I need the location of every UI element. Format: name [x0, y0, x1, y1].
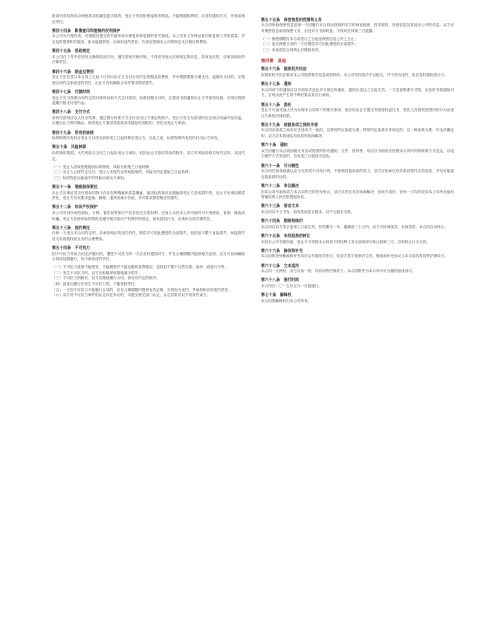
- left-column: [52, 14, 245, 616]
- clause-paragraph: 因不可抗力导致合同无法履行的，遭受不可抗力的一方应及时通知对方，并在合理期限内提供相关证明，双方可协商解除合同或延期履行，均不承担违约责任。: [52, 251, 245, 262]
- clause-heading: 第五十条 风险转移: [52, 144, 87, 150]
- clause-paragraph: 本合同的任何修改和补充均应以书面形式作出，经双方签字盖章后生效，修改和补充协议与本合同具有同等法律效力。: [261, 254, 448, 259]
- clause-paragraph: 本合同任何条款被认定为无效或不可执行的，不影响其他条款的效力，双方应协商以有效条款替代无效条款，并尽可能接近原条款的目的。: [261, 169, 454, 179]
- clause-heading: 第五十七条 通知: [261, 81, 292, 87]
- clause-paragraph: 因本合同引起的或与本合同有关的任何争议，双方应首先友好协商解决；协商不成的，任何一方均有权向本公司所在地有管辖权的人民法院提起诉讼。: [261, 189, 454, 200]
- clause-heading: 第四十九条 所有权转移: [52, 129, 94, 135]
- chapter-heading: 第四章 其他: [261, 57, 287, 63]
- clause-heading: 第六十八条 施行时间: [261, 277, 299, 283]
- clause-paragraph: 本合同所称保密信息是指一方因履行本合同而获知的对方的商业秘密、技术资料、经营信息及其他未公开的信息。双方应对保密信息承担保密义务，未经对方书面同意，不得向任何第三方披露。: [261, 23, 454, 33]
- clause-heading: 第六十四条 期限和续约: [261, 218, 303, 224]
- clause-heading: 第五十八条 委托: [261, 101, 292, 107]
- clause-heading: 第四十七条 付款时间: [52, 88, 90, 94]
- clause-paragraph: 本合同一式两份，双方各执一份，具有同等法律效力。本合同附件为本合同不可分割的组成部分。: [261, 269, 416, 274]
- clause-paragraph: 本合同自双方签字盖章之日起生效，有效期为一年。期满前三十日内，双方可协商续签，未续签的，本合同自动终止。: [261, 224, 448, 229]
- clause-heading: 第六十七条 文本适用: [261, 262, 299, 268]
- clause-paragraph: 本合同自二〇一五年五月一日起施行。: [261, 283, 323, 288]
- clause-heading: 第六十五条 未经批准的转让: [261, 232, 311, 238]
- clause-heading: 第五十五条 保密信息的范围和义务: [261, 16, 322, 22]
- clause-heading: 第五十一条 瑕疵担保责任: [52, 183, 98, 189]
- clause-paragraph: 本合同的解释权归本公司所有。: [261, 298, 312, 303]
- clause-paragraph: 本公司为方便作者，可根据其提交的书面申请办理复印和复制的有关事项。本公司有义务保证复印和复制工作的质量，并应及时提供相关服务，如未能提供的，应承担违约责任；作者应按照本公司的规定支付相应的费用。: [52, 34, 245, 44]
- clause-heading: 第五十六条 国家机关执法: [261, 66, 307, 72]
- clause-heading: 第五十三条 违约责任: [52, 224, 90, 230]
- clause-paragraph: 出让方应保证其交付的标的物不存在权利瑕疵和质量瑕疵，如因标的物存在瑕疵给受让方造成损失的，出让方应承担赔偿责任，受让方有权要求更换、修理、退货或减少价款，并可要求赔偿相应的损失。: [52, 190, 245, 201]
- clause-heading: 第五十二条 知识产权保护: [52, 204, 98, 210]
- clause-paragraph: 标的物的所有权自受让方付清全部款项之日起转移至受让方，在此之前，标的物的所有权仍归出让方所有。: [52, 136, 221, 141]
- clause-paragraph: 标的物的毁损、灭失风险自交付之日起由受让方承担，但因出让方原因导致的除外。双方对风险转移另有约定的，从其约定。: [52, 151, 245, 161]
- clause-heading: 第六十二条 争议解决: [261, 183, 299, 188]
- clause-paragraph: 任何一方违反本合同约定的，应承担相应的违约责任，赔偿对方因此遭受的全部损失，包括但不限于直接损失、间接损失及为实现债权而支出的合理费用。: [52, 231, 245, 241]
- clause-paragraph: 本合同各条款之间存在矛盾或不一致的，以特别约定条款为准；特别约定条款未作规定的，以一般条款为准；仍无法确定的，双方应本着诚实信用原则协商解决。: [261, 128, 454, 139]
- right-column: [261, 14, 454, 616]
- clause-paragraph: 受让方应在签订本合同之日起十日内向出让方支付合同约定的期金及费用，并可根据需要分期支付。逾期未支付的，应按照合同约定承担违约责任，出让方有权解除合同并要求赔偿损失。: [52, 75, 245, 85]
- clause-heading: 第四十六条 期金及费用: [52, 68, 94, 74]
- clause-paragraph: 未经本公司书面同意，受让方不得将本合同项下的权利义务全部或部分转让给第三方，否则转让行为无效。: [261, 239, 430, 244]
- clause-heading: 第四十四条 影像复印和复制的权利保护: [52, 27, 121, 33]
- clause-paragraph: 本合同以中文书写，如有其他语言版本，以中文版本为准。: [261, 209, 355, 214]
- clause-heading: 第六十一条 可分割性: [261, 162, 299, 168]
- clause-heading: 第六十条 通知: [261, 142, 288, 148]
- clause-heading: 第四十八条 支付方式: [52, 109, 90, 115]
- clause-heading: 第五十四条 不可抗力: [52, 245, 90, 251]
- clause-paragraph: （一）不可抗力是指不能预见、不能避免并不能克服的客观情况，包括但不限于自然灾害、战争、政府行为等； （二）发生不可抗力时，双方应积极采取措施减少损失； （三）不可抗力消除后，双方应继续履行合同，但另有约定的除外； （四）因延迟履行后发生不可抗力的，不能免除责任； （五）一方因不可抗力不能履行合同的，应在合理期限内提供有效证明，否则视为违约，并承担相应的违约责任； （六）双方对不可抗力事件的认定存在争议的，可提交相关部门认定，认定结果对双方均有约束力。: [52, 265, 232, 298]
- clause-heading: 第六十六条 修改和补充: [261, 247, 303, 253]
- clause-heading: 第六十三条 语言文本: [261, 203, 299, 209]
- clause-paragraph: 本合同项下的通知应以书面形式送达对方指定的地址，通知自送达之日起生效。一方变更联系方式的，应及时书面通知对方，否则由此产生的不利后果由其自行承担。: [261, 87, 454, 98]
- clause-paragraph: 批或所有权尚未办理批准或权属变更手续的，受让方有权拒绝接收该物品。不能按期转移的，应及时通知对方，并承担相应责任。: [52, 14, 245, 24]
- clause-paragraph: （一）保密期限自本合同签订之日起至保密信息公开之日止； （二）违反保密义务的一方应赔偿对方因此遭受的全部损失； （三）本条款在合同终止后继续有效。: [261, 36, 359, 52]
- clause-paragraph: 如国家机关依法要求本公司提供相关信息或资料的，本公司有权依法予以配合，并不视为违约，但应及时通知受让方。: [261, 72, 448, 77]
- clause-paragraph: 受让方应当按照合同约定的付款时间和方式支付款项，如需延期支付的，应提前书面通知出让方并取得同意，否则应按照逾期天数支付违约金。: [52, 95, 245, 106]
- clause-paragraph: 双方因履行本合同而相互发出或提供的所有通知、文件、资料等，均应以书面形式按照本合同所列的联系方式送达，以电子邮件方式发送的，自发送之日起视为送达。: [261, 148, 454, 159]
- clause-paragraph: 本公司在工作中应坚持正确的政治方向，遵守国家法律法规，不得发布违反法律规定的信息，如有违反的，应承担相应的法律责任。: [52, 54, 245, 65]
- clause-paragraph: 所有付款均应以人民币结算，通过银行转账方式支付至出让方指定的账户。受让方在支付款项时应注明合同编号及用途，以便出让方核对确认。如因受让方原因导致款项未能及时到账的，责任由受让方承担。: [52, 115, 245, 126]
- clause-paragraph: （一）受让人因故拒绝接收标的物的，风险自拒绝之日起转移； （二）出让人已按约定交付，受让人未按约定时间提取的，风险自约定提取之日起转移； （三）标的物在运输途中的风险由承运方承担。: [52, 164, 193, 180]
- clause-heading: 第四十五条 思政规定: [52, 48, 90, 54]
- clause-paragraph: 本公司对其所有的商标、专利、著作权等知识产权享有完全的权利，任何人未经本公司书面许可不得使用、复制、修改或传播。受让方在使用标的物时应遵守相关知识产权保护的规定，如有侵权行为，应承担全部法律责任。: [52, 210, 245, 221]
- clause-heading: 第七十条 解释权: [261, 292, 292, 298]
- clause-heading: 第五十九条 前款各项之间的矛盾: [261, 121, 318, 127]
- clause-paragraph: 受让方可委托他人代为办理本合同项下的相关事项，但应向出让方提交书面授权委托书，受托人在授权范围内的行为由受让方承担法律后果。: [261, 108, 454, 118]
